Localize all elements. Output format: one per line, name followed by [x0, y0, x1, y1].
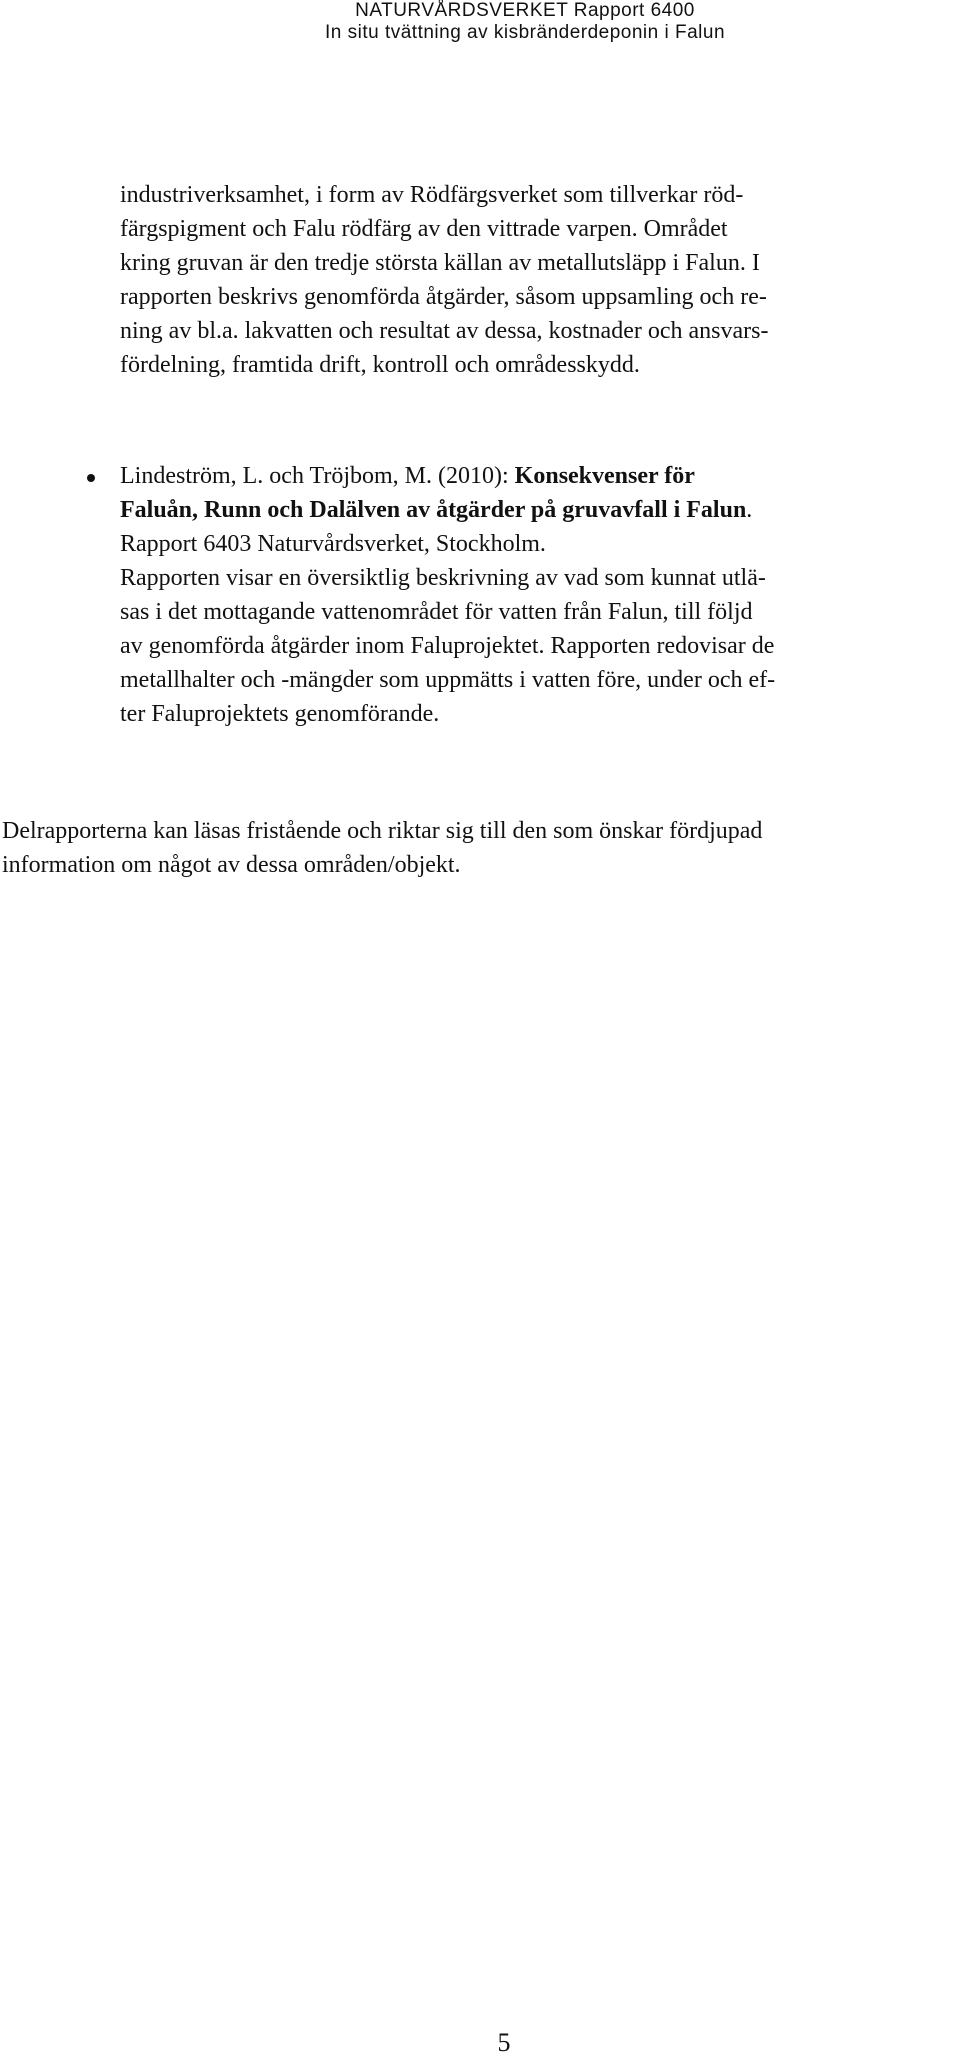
reference-publisher: Rapport 6403 Naturvårdsverket, Stockholm. [120, 531, 546, 557]
page-number: 5 [497, 2028, 511, 2057]
reference-citation-line [120, 459, 950, 493]
reference-authors: Lindeström, L. och Tröjbom, M. (2010): [120, 463, 515, 489]
reference-description-line: ter Faluprojektets genomförande. [120, 701, 440, 727]
reference-title-part1: Konsekvenser för [514, 463, 695, 489]
reference-description-line: sas i det mottagande vattenområdet för vatten från Falun, till följd [120, 599, 753, 625]
reference-description-line: Rapporten visar en översiktlig beskrivning av vad som kunnat utlä- [120, 565, 766, 591]
paragraph-report-summary [120, 178, 945, 382]
paragraph-closing [2, 814, 957, 882]
header-report-subtitle: In situ tvättning av kisbränderdeponin i Falun [324, 22, 726, 43]
bullet-item-reference [120, 459, 950, 731]
reference-title-part2: Faluån, Runn och Dalälven av åtgärder på gruvavfall i Falun [120, 497, 747, 523]
paragraph-line: färgspigment och Falu rödfärg av den vittrade varpen. Området [120, 216, 728, 242]
paragraph-line: industriverksamhet, i form av Rödfärgsverket som tillverkar röd- [120, 182, 744, 208]
closing-line: Delrapporterna kan läsas fristående och riktar sig till den som önskar fördjupad [2, 818, 763, 844]
paragraph-line: fördelning, framtida drift, kontroll och områdesskydd. [120, 352, 640, 378]
reference-title-period: . [746, 497, 753, 523]
page-header [0, 0, 960, 44]
paragraph-line: ning av bl.a. lakvatten och resultat av dessa, kostnader och ansvars- [120, 318, 769, 344]
reference-description-line: metallhalter och -mängder som uppmätts i vatten före, under och ef- [120, 667, 776, 693]
reference-title-line [120, 493, 950, 527]
paragraph-line: kring gruvan är den tredje största källan av metallutsläpp i Falun. I [120, 250, 760, 276]
paragraph-line: rapporten beskrivs genomförda åtgärder, såsom uppsamling och re- [120, 284, 767, 310]
header-report-title: NATURVÅRDSVERKET Rapport 6400 [355, 0, 695, 21]
reference-description-line: av genomförda åtgärder inom Faluprojektet. Rapporten redovisar de [120, 633, 775, 659]
bullet-dot-icon [87, 474, 95, 482]
closing-line: information om något av dessa områden/objekt. [2, 852, 461, 878]
